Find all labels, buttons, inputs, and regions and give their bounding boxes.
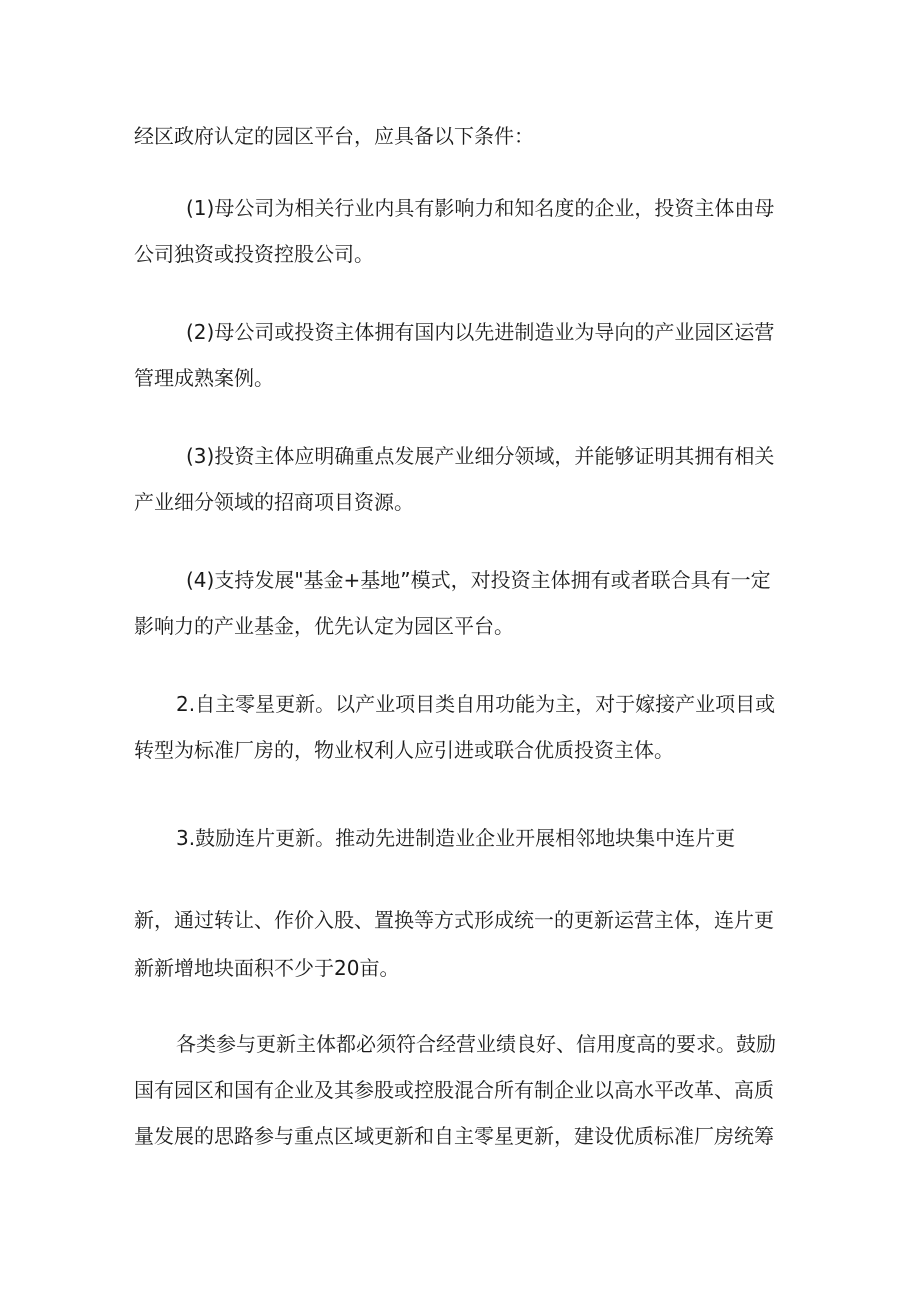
text-line: 转型为标准厂房的，物业权利人应引进或联合优质投资主体。 (134, 738, 674, 762)
text-line: 3.鼓励连片更新。推动先进制造业企业开展相邻地块集中连片更 (176, 826, 736, 850)
text-line: (4)支持发展"基金+基地”模式，对投资主体拥有或者联合具有一定 (186, 568, 771, 592)
text-line: (3)投资主体应明确重点发展产业细分领域，并能够证明其拥有相关 (186, 444, 775, 468)
text-line: 2.自主零星更新。以产业项目类自用功能为主，对于嫁接产业项目或 (176, 692, 776, 716)
text-line: 影响力的产业基金，优先认定为园区平台。 (134, 614, 514, 638)
text-line: 新，通过转让、作价入股、置换等方式形成统一的更新运营主体，连片更 (134, 908, 774, 932)
text-line: 量发展的思路参与重点区域更新和自主零星更新，建设优质标准厂房统筹 (134, 1124, 774, 1148)
text-line: 新新增地块面积不少于20亩。 (134, 956, 400, 980)
text-line: 管理成熟案例。 (134, 366, 274, 390)
text-line: 经区政府认定的园区平台，应具备以下条件： (134, 124, 534, 148)
text-line: (2)母公司或投资主体拥有国内以先进制造业为导向的产业园区运营 (186, 320, 775, 344)
text-line: 各类参与更新主体都必须符合经营业绩良好、信用度高的要求。鼓励 (176, 1032, 776, 1056)
text-line: 公司独资或投资控股公司。 (134, 242, 374, 266)
text-line: 产业细分领域的招商项目资源。 (134, 490, 414, 514)
text-line: 国有园区和国有企业及其参股或控股混合所有制企业以高水平改革、高质 (134, 1078, 774, 1102)
text-line: (1)母公司为相关行业内具有影响力和知名度的企业，投资主体由母 (186, 196, 775, 220)
